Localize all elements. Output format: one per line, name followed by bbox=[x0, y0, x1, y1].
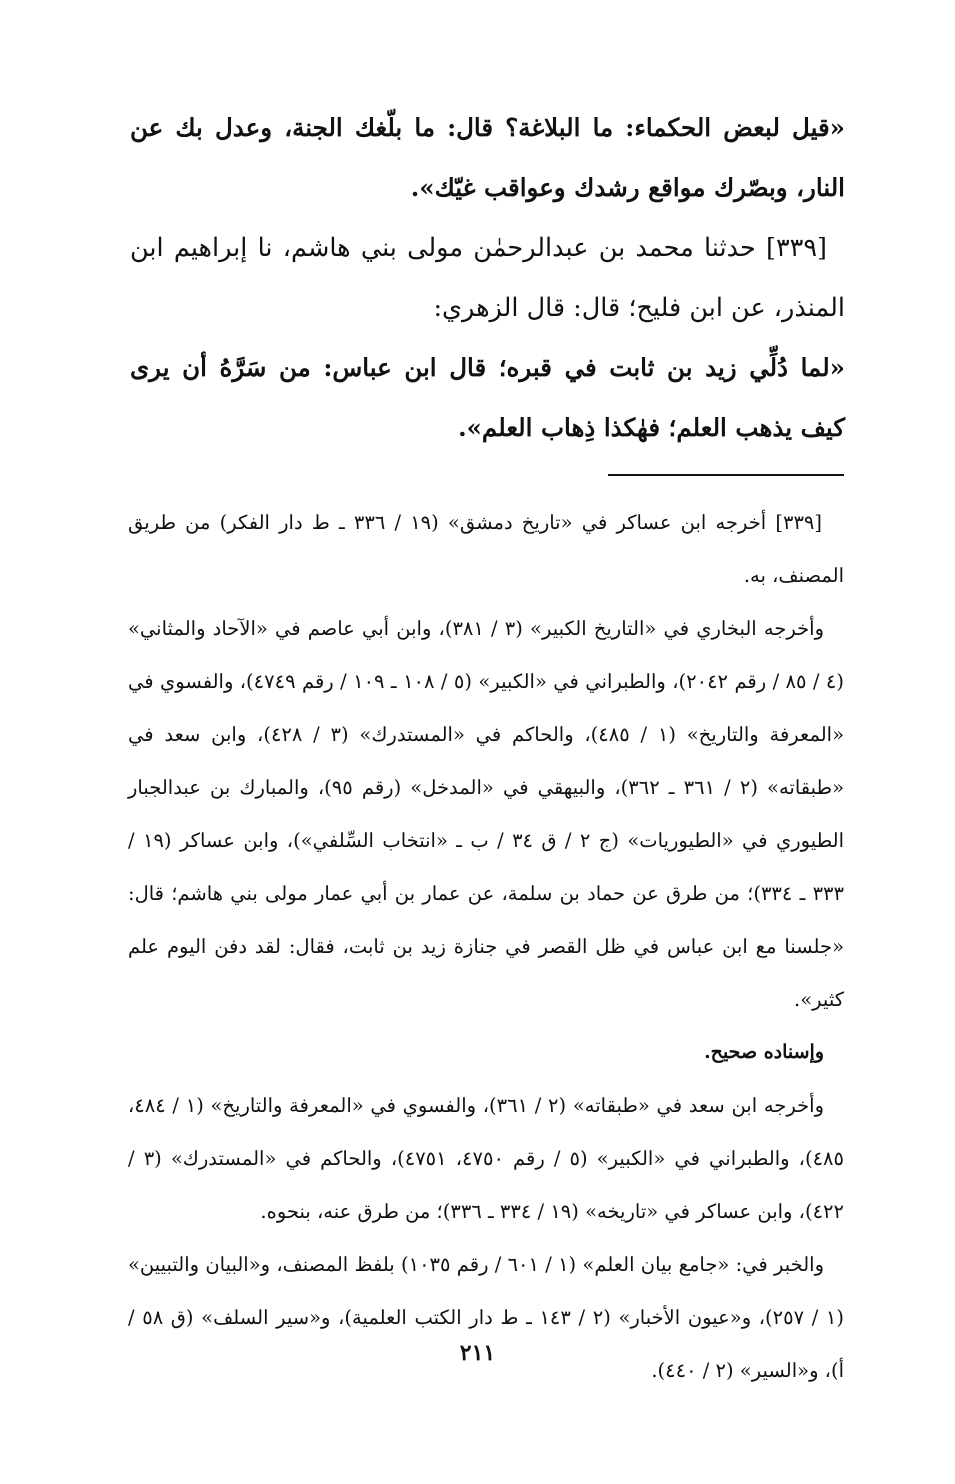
footnote-grading: وإسناده صحيح. bbox=[704, 1041, 824, 1063]
footnotes bbox=[128, 496, 844, 1397]
footnote-paragraph-3: وأخرجه ابن سعد في «طبقاته» (٢ / ٣٦١)، والفسوي في «المعرفة والتاريخ» (١ / ٤٨٤، ٤٨٥)، والطبراني في «الكبير» (٥ / رقم ٤٧٥٠، ٤٧٥١)، والحاكم في «المستدرك» (٣ / ٤٢٢)، وابن عساكر في «تاريخه» (١٩ / ٣٣٤ ـ ٣٣٦)؛ من طرق عنه، بنحوه. bbox=[128, 1094, 844, 1223]
page-number: ٢١١ bbox=[459, 1340, 496, 1366]
isnad-paragraph: [٣٣٩] حدثنا محمد بن عبدالرحمٰن مولى بني هاشم، نا إبراهيم ابن المنذر، عن ابن فليح؛ قال: قال الزهري: bbox=[130, 233, 845, 323]
footnote-divider bbox=[608, 474, 844, 476]
footnote-paragraph-4: والخبر في: «جامع بيان العلم» (١ / ٦٠١ / رقم ١٠٣٥) بلفظ المصنف، و«البيان والتبيين» (١ / ٢٥٧)، و«عيون الأخبار» (٢ / ١٤٣ ـ ط دار الكتب العلمية)، و«سير السلف» (ق ٥٨ / أ)، و«السير» (٢ / ٤٤٠). bbox=[128, 1253, 845, 1382]
quote-paragraph-1: «قيل لبعض الحكماء: ما البلاغة؟ قال: ما بلّغك الجنة، وعدل بك عن النار، وبصّرك مواقع رشدك وعواقب غيّك». bbox=[130, 113, 845, 202]
footnote-paragraph-2: وأخرجه البخاري في «التاريخ الكبير» (٣ / ٣٨١)، وابن أبي عاصم في «الآحاد والمثاني» (٤ / ٨٥ / رقم ٢٠٤٢)، والطبراني في «الكبير» (٥ / ١٠٨ ـ ١٠٩ / رقم ٤٧٤٩)، والفسوي في «المعرفة والتاريخ» (١ / ٤٨٥)، والحاكم في «المستدرك» (٣ / ٤٢٨)، وابن سعد في «طبقاته» (٢ / ٣٦١ ـ ٣٦٢)، والبيهقي في «المدخل» (رقم ٩٥)، والمبارك بن عبدالجبار الطيوري في «الطيوريات» (ج ٢ / ق ٣٤ / ب ـ «انتخاب السِّلفي»)، وابن عساكر (١٩ / ٣٣٣ ـ ٣٣٤)؛ من طرق عن حماد بن سلمة، عن عمار بن أبي عمار مولى بني هاشم؛ قال: «جلسنا مع ابن عباس في ظل القصر في جنازة زيد بن ثابت، فقال: لقد دفن اليوم علم كثير». bbox=[128, 617, 845, 1011]
footnote-paragraph-1: [٣٣٩] أخرجه ابن عساكر في «تاريخ دمشق» (١٩ / ٣٣٦ ـ ط دار الفكر) من طريق المصنف، به. bbox=[128, 511, 844, 587]
quote-paragraph-2: «لما دُلِّي زيد بن ثابت في قبره؛ قال ابن عباس: من سَرَّهُ أن يرى كيف يذهب العلم؛ فهٰكذا ذِهاب العلم». bbox=[130, 353, 845, 442]
main-text bbox=[130, 98, 845, 458]
